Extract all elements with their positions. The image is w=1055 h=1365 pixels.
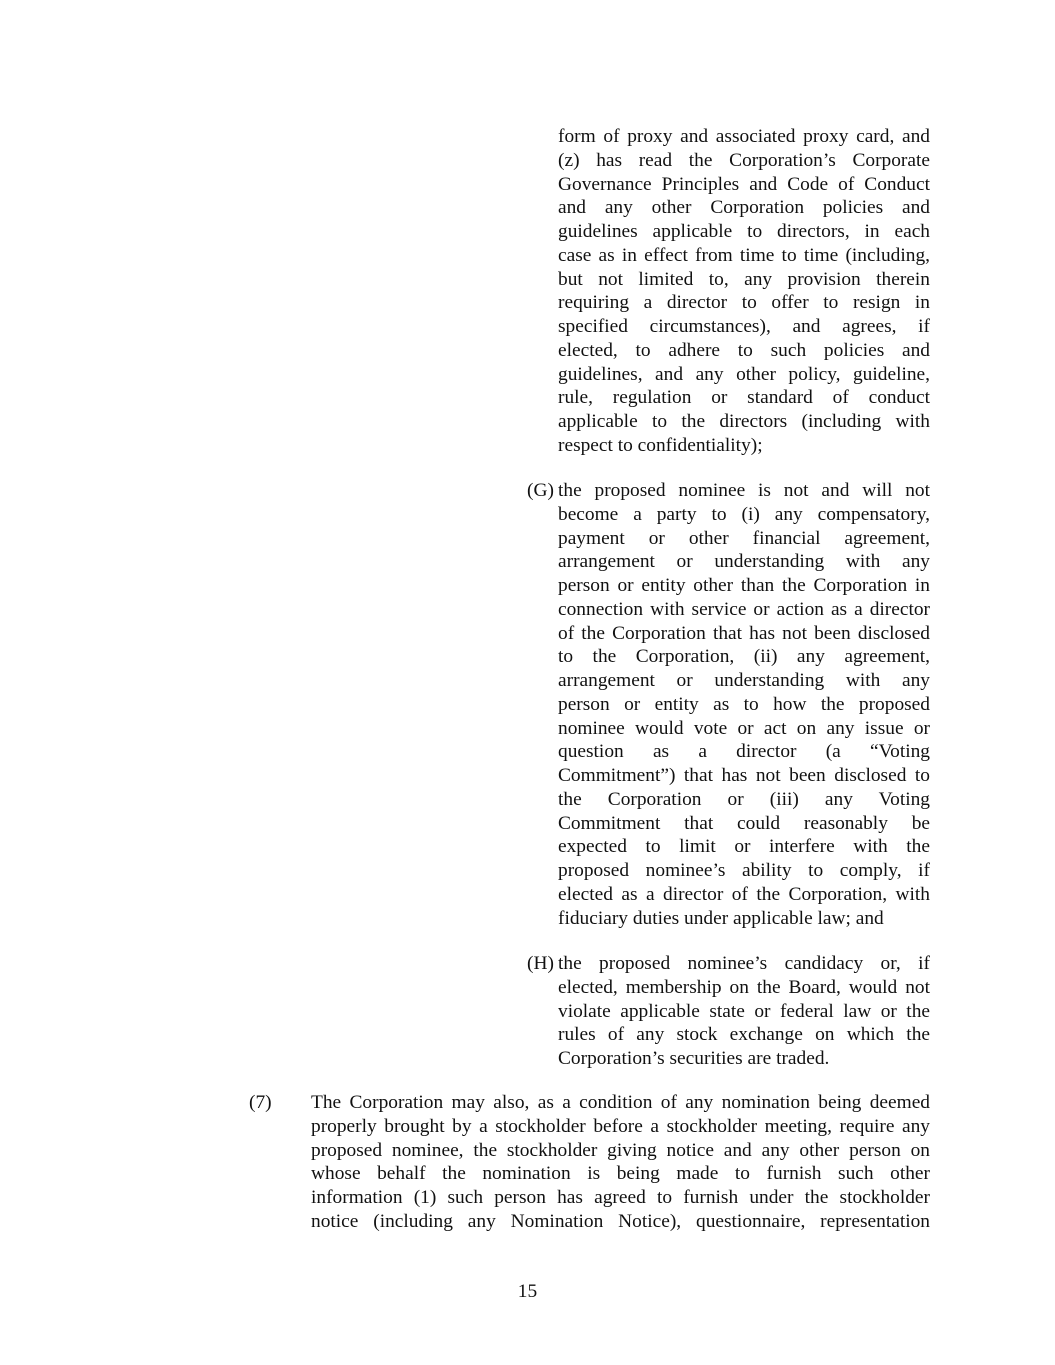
text-line: violate applicable state or federal law or the — [558, 1000, 930, 1022]
text-line: requiring a director to offer to resign in — [558, 292, 930, 314]
text-line: Governance Principles and Code of Conduct — [558, 173, 930, 195]
text-line: of the Corporation that has not been disclosed — [558, 622, 930, 644]
text-line: connection with service or action as a director — [558, 598, 930, 620]
text-line: elected as a director of the Corporation, with — [558, 883, 930, 905]
page-number: 15 — [517, 1281, 538, 1302]
text-line: expected to limit or interfere with the — [558, 836, 930, 858]
text-line: and any other Corporation policies and — [558, 197, 930, 219]
text-line: elected, to adhere to such policies and — [558, 339, 930, 361]
clause-h-text — [558, 952, 930, 1071]
text-line: question as a director (a “Voting — [558, 741, 930, 763]
text-line: person or entity other than the Corporation in — [558, 575, 930, 596]
text-line: but not limited to, any provision therein — [558, 268, 930, 290]
clause-h-marker: (H) — [527, 953, 554, 974]
text-line: proposed nominee, the stockholder giving notice and any other person on — [311, 1139, 930, 1161]
text-line: applicable to the directors (including with — [558, 411, 930, 432]
text-line: nominee would vote or act on any issue or — [558, 717, 930, 739]
text-line: (z) has read the Corporation’s Corporate — [558, 149, 930, 171]
section-7-marker: (7) — [249, 1092, 272, 1113]
text-line: case as in effect from time to time (including, — [558, 244, 930, 266]
text-line: guidelines applicable to directors, in each — [558, 221, 930, 242]
text-line: notice (including any Nomination Notice), questionnaire, representation — [311, 1210, 930, 1232]
clause-g-marker: (G) — [527, 480, 554, 501]
section-7-text — [311, 1091, 930, 1234]
text-line: rule, regulation or standard of conduct — [558, 387, 930, 409]
text-line: arrangement or understanding with any — [558, 670, 930, 691]
text-line: the Corporation or (iii) any Voting — [558, 788, 930, 810]
text-line: guidelines, and any other policy, guideline, — [558, 363, 930, 385]
clause-g-text — [558, 479, 930, 930]
text-line: payment or other financial agreement, — [558, 527, 930, 549]
text-line: elected, membership on the Board, would not — [558, 976, 930, 998]
text-line: Commitment”) that has not been disclosed to — [558, 765, 930, 786]
text-line: form of proxy and associated proxy card, and — [558, 126, 930, 147]
text-line: proposed nominee’s ability to comply, if — [558, 860, 930, 881]
text-line: fiduciary duties under applicable law; and — [558, 907, 884, 929]
text-line: specified circumstances), and agrees, if — [558, 316, 930, 337]
clause-f-continuation — [558, 125, 930, 458]
text-line: to the Corporation, (ii) any agreement, — [558, 646, 930, 668]
text-line: The Corporation may also, as a condition of any nomination being deemed — [311, 1092, 930, 1113]
text-line: the proposed nominee’s candidacy or, if — [558, 953, 930, 974]
text-line: Commitment that could reasonably be — [558, 812, 930, 834]
text-line: the proposed nominee is not and will not — [558, 480, 930, 501]
text-line: Corporation’s securities are traded. — [558, 1048, 830, 1069]
text-line: become a party to (i) any compensatory, — [558, 503, 930, 525]
text-line: whose behalf the nomination is being made to furnish such other — [311, 1163, 930, 1185]
text-line: information (1) such person has agreed to furnish under the stockholder — [311, 1187, 930, 1208]
text-line: respect to confidentiality); — [558, 434, 763, 456]
text-line: arrangement or understanding with any — [558, 551, 930, 573]
text-line: person or entity as to how the proposed — [558, 693, 930, 715]
text-line: properly brought by a stockholder before a stockholder meeting, require any — [311, 1115, 930, 1137]
text-line: rules of any stock exchange on which the — [558, 1024, 930, 1046]
